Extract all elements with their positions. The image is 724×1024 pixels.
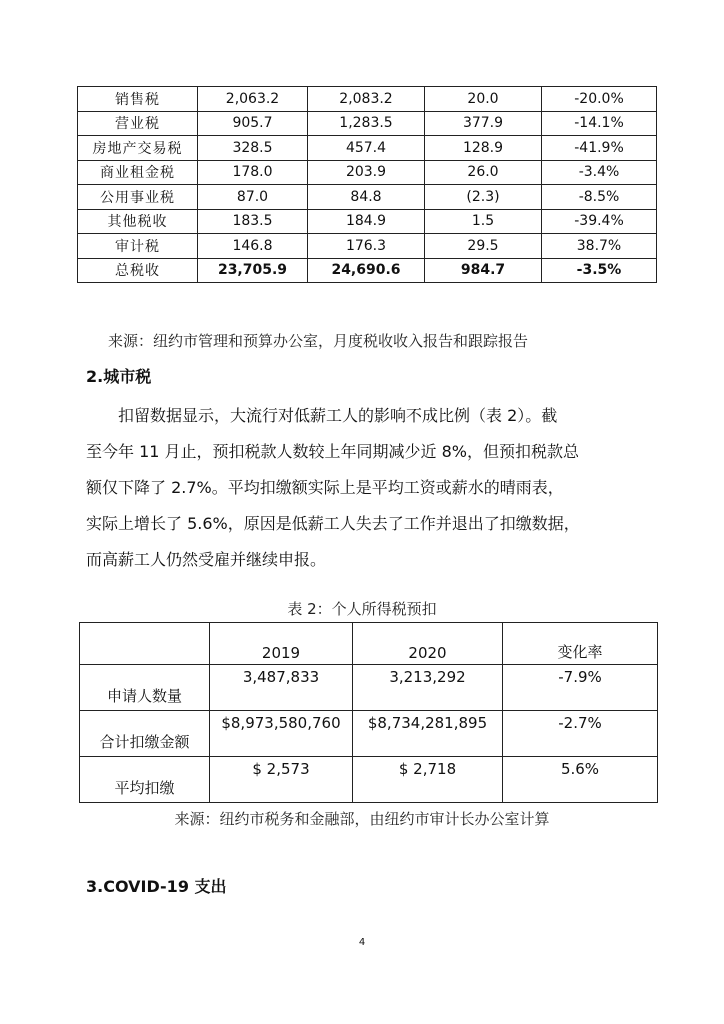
cell-2020: 84.8	[308, 185, 425, 210]
cell-rate: 5.6%	[503, 757, 658, 803]
cell-rate: -39.4%	[542, 209, 657, 234]
cell-change: 1.5	[425, 209, 542, 234]
cell-2020: $ 2,718	[353, 757, 503, 803]
row-label: 申请人数量	[80, 665, 210, 711]
row-label: 商业租金税	[78, 160, 198, 185]
total-change: 984.7	[425, 258, 542, 283]
header-2019: 2019	[210, 623, 353, 665]
cell-rate: -14.1%	[542, 111, 657, 136]
total-rate: -3.5%	[542, 258, 657, 283]
row-label: 审计税	[78, 234, 198, 259]
row-label: 合计扣缴金额	[80, 711, 210, 757]
cell-2019: $ 2,573	[210, 757, 353, 803]
paragraph-line: 额仅下降了 2.7%。平均扣缴额实际上是平均工资或薪水的晴雨表，	[86, 478, 564, 497]
table-row	[78, 234, 657, 259]
cell-rate: -7.9%	[503, 665, 658, 711]
table-row	[78, 160, 657, 185]
row-label: 平均扣缴	[80, 757, 210, 803]
table2-caption: 表 2：个人所得税预扣	[287, 600, 437, 618]
table-row	[80, 665, 658, 711]
cell-2019: 87.0	[198, 185, 308, 210]
row-label: 营业税	[78, 111, 198, 136]
total-row	[78, 258, 657, 283]
table-row	[78, 87, 657, 112]
cell-2019: 178.0	[198, 160, 308, 185]
table-row	[78, 111, 657, 136]
cell-2019: $8,973,580,760	[210, 711, 353, 757]
cell-rate: -3.4%	[542, 160, 657, 185]
row-label: 房地产交易税	[78, 136, 198, 161]
cell-2019: 3,487,833	[210, 665, 353, 711]
cell-change: (2.3)	[425, 185, 542, 210]
total-2019: 23,705.9	[198, 258, 308, 283]
table-row	[78, 185, 657, 210]
tax-revenue-table	[77, 86, 657, 283]
header-2020: 2020	[353, 623, 503, 665]
cell-change: 29.5	[425, 234, 542, 259]
cell-2019: 2,063.2	[198, 87, 308, 112]
total-2020: 24,690.6	[308, 258, 425, 283]
cell-rate: -41.9%	[542, 136, 657, 161]
city-tax-paragraph	[86, 398, 646, 578]
page-number: 4	[358, 937, 366, 948]
table-row	[80, 711, 658, 757]
section-heading-covid-spending: 3.COVID-19 支出	[86, 877, 227, 896]
table-header-row	[80, 623, 658, 665]
section-heading-city-tax: 2.城市税	[86, 367, 152, 386]
cell-2020: 1,283.5	[308, 111, 425, 136]
cell-rate: -20.0%	[542, 87, 657, 112]
cell-2020: 176.3	[308, 234, 425, 259]
cell-2020: 2,083.2	[308, 87, 425, 112]
cell-2019: 146.8	[198, 234, 308, 259]
table-row	[78, 209, 657, 234]
cell-2020: 3,213,292	[353, 665, 503, 711]
total-label: 总税收	[78, 258, 198, 283]
row-label: 其他税收	[78, 209, 198, 234]
cell-rate: 38.7%	[542, 234, 657, 259]
cell-rate: -2.7%	[503, 711, 658, 757]
header-rate: 变化率	[503, 623, 658, 665]
paragraph-line: 而高薪工人仍然受雇并继续申报。	[86, 550, 327, 569]
cell-change: 20.0	[425, 87, 542, 112]
cell-2020: 184.9	[308, 209, 425, 234]
cell-rate: -8.5%	[542, 185, 657, 210]
cell-change: 26.0	[425, 160, 542, 185]
table-row	[78, 136, 657, 161]
paragraph-line: 实际上增长了 5.6%，原因是低薪工人失去了工作并退出了扣缴数据，	[86, 514, 580, 533]
cell-2020: $8,734,281,895	[353, 711, 503, 757]
cell-2020: 203.9	[308, 160, 425, 185]
row-label: 公用事业税	[78, 185, 198, 210]
cell-change: 128.9	[425, 136, 542, 161]
table2-source-note: 来源：纽约市税务和金融部，由纽约市审计长办公室计算	[174, 810, 550, 828]
table1-source-note: 来源：纽约市管理和预算办公室，月度税收收入报告和跟踪报告	[108, 332, 529, 350]
cell-2019: 905.7	[198, 111, 308, 136]
row-label: 销售税	[78, 87, 198, 112]
cell-2020: 457.4	[308, 136, 425, 161]
paragraph-line: 扣留数据显示，大流行对低薪工人的影响不成比例（表 2）。截	[118, 406, 558, 425]
cell-2019: 328.5	[198, 136, 308, 161]
header-empty	[80, 623, 210, 665]
cell-2019: 183.5	[198, 209, 308, 234]
table-row	[80, 757, 658, 803]
withholding-table	[79, 622, 658, 803]
cell-change: 377.9	[425, 111, 542, 136]
paragraph-line: 至今年 11 月止，预扣税款人数较上年同期减少近 8%，但预扣税款总	[86, 442, 580, 461]
